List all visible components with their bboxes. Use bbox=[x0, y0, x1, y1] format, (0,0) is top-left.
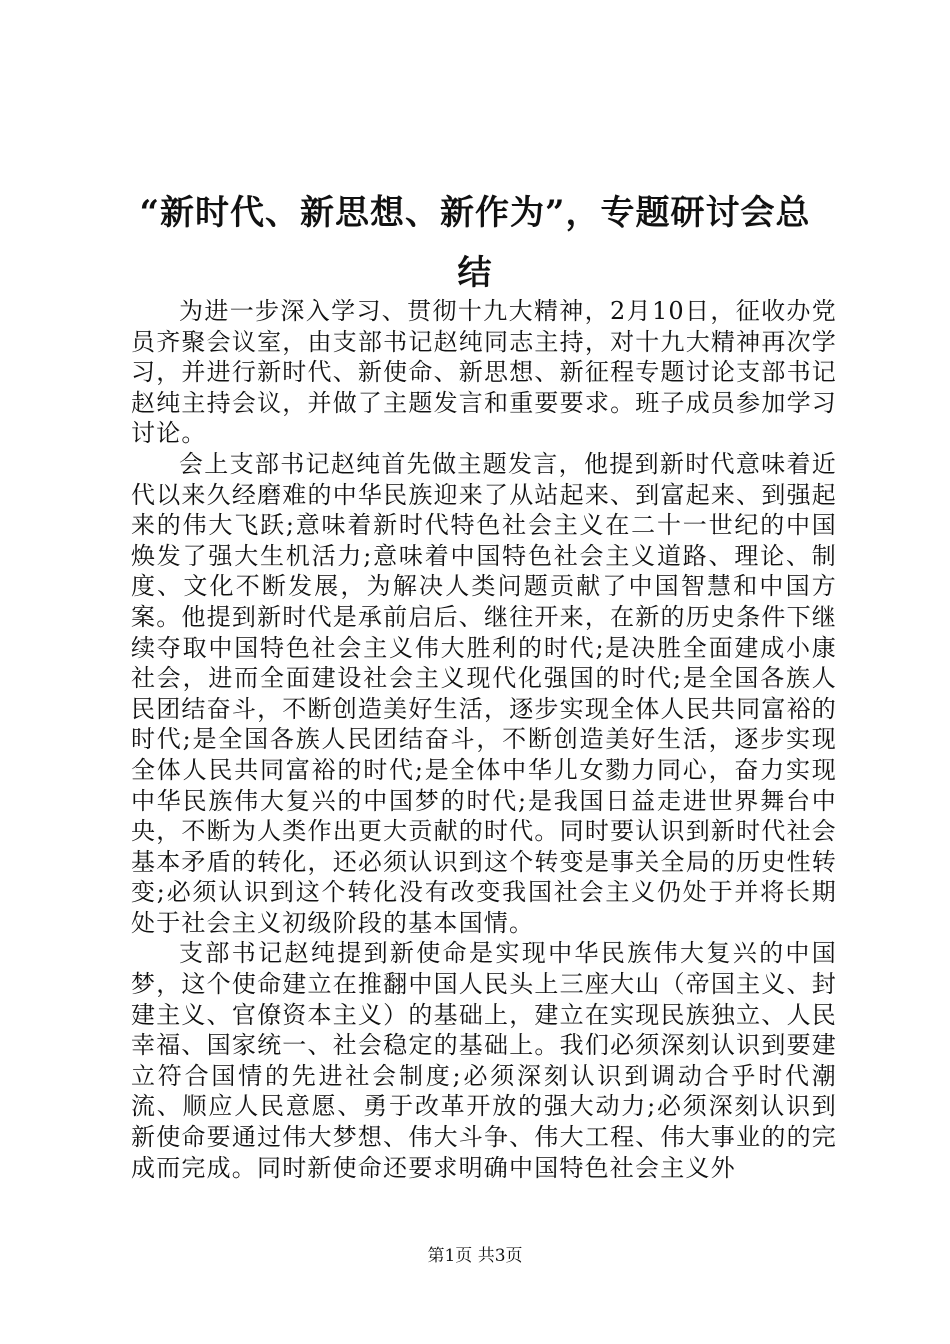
paragraph-new-mission: 支部书记赵纯提到新使命是实现中华民族伟大复兴的中国梦，这个使命建立在推翻中国人民头上三座大山（帝国主义、封建主义、官僚资本主义）的基础上，建立在实现民族独立、人民幸福、国家统一、社会稳定的基础上。我们必须深刻认识到要建立符合国情的先进社会制度;必须深刻认识到调动合乎时代潮流、顺应人民意愿、勇于改革开放的强大动力;必须深刻认识到新使命要通过伟大梦想、伟大斗争、伟大工程、伟大事业的的完成而完成。同时新使命还要求明确中国特色社会主义外 bbox=[131, 939, 837, 1182]
paragraph-new-era: 会上支部书记赵纯首先做主题发言，他提到新时代意味着近代以来久经磨难的中华民族迎来了从站起来、到富起来、到强起来的伟大飞跃;意味着新时代特色社会主义在二十一世纪的中国焕发了强大生机活力;意味着中国特色社会主义道路、理论、制度、文化不断发展，为解决人类问题贡献了中国智慧和中国方案。他提到新时代是承前启后、继往开来，在新的历史条件下继续夺取中国特色社会主义伟大胜利的时代;是决胜全面建成小康社会，进而全面建设社会主义现代化强国的时代;是全国各族人民团结奋斗，不断创造美好生活，逐步实现全体人民共同富裕的时代;是全国各族人民团结奋斗，不断创造美好生活，逐步实现全体人民共同富裕的时代;是全体中华儿女勠力同心，奋力实现中华民族伟大复兴的中国梦的时代;是我国日益走进世界舞台中央，不断为人类作出更大贡献的时代。同时要认识到新时代社会基本矛盾的转化，还必须认识到这个转变是事关全局的历史性转变;必须认识到这个转化没有改变我国社会主义仍处于并将长期处于社会主义初级阶段的基本国情。 bbox=[131, 449, 837, 937]
document-title: “新时代、新思想、新作为”，专题研讨会总结 bbox=[139, 193, 811, 293]
paragraph-intro: 为进一步深入学习、贯彻十九大精神，2月10日，征收办党员齐聚会议室，由支部书记赵纯同志主持，对十九大精神再次学习，并进行新时代、新使命、新思想、新征程专题讨论支部书记赵纯主持会议，并做了主题发言和重要要求。班子成员参加学习讨论。 bbox=[131, 297, 837, 448]
page-number-footer: 第1页 共3页 bbox=[427, 1246, 523, 1266]
document-body bbox=[131, 296, 837, 1183]
